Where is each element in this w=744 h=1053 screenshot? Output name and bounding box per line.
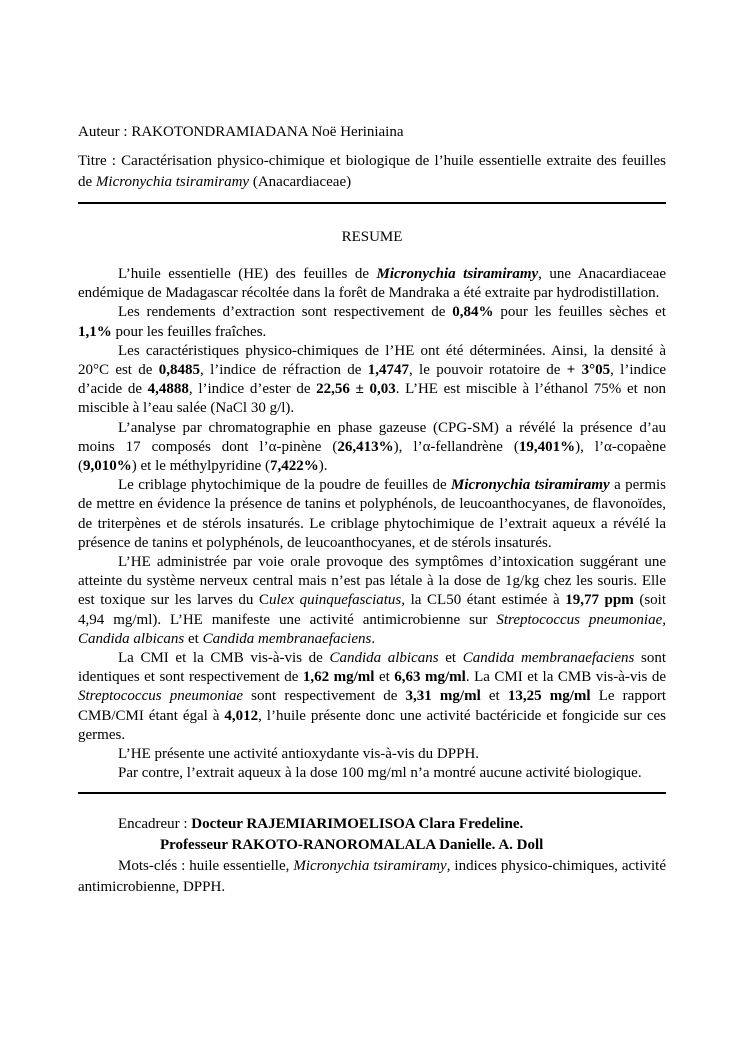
text-run: (soit 4,94 mg/ml). L’HE manifeste une activité antimicrobienne sur xyxy=(78,592,666,628)
top-divider xyxy=(78,202,666,204)
text-run: 7,422% xyxy=(270,458,319,475)
text-run: 6,63 mg/ml xyxy=(394,669,466,686)
text-run: La CMI et la CMB vis-à-vis de xyxy=(118,650,330,667)
text-run: , l’indice d’ester de xyxy=(188,381,317,398)
text-run: 1,1% xyxy=(78,323,112,340)
author-line xyxy=(78,122,666,143)
footer-block xyxy=(78,814,666,898)
text-run: sont identiques et sont respectivement de xyxy=(78,650,666,686)
text-run: et xyxy=(438,650,463,667)
text-run: Docteur RAJEMIARIMOELISOA Clara Fredeline. xyxy=(191,816,524,833)
text-run: (Anacardiaceae) xyxy=(249,174,352,190)
text-run: Encadreur : xyxy=(118,816,192,833)
text-run: . La CMI et la CMB vis-à-vis de xyxy=(465,669,667,686)
bottom-divider xyxy=(78,792,666,794)
text-run: Streptococcus pneumoniae xyxy=(78,688,244,705)
text-run: L’HE présente une activité antioxydante vis-à-vis du DPPH. xyxy=(118,746,480,763)
text-run: . L’HE est miscible à l’éthanol 75% et non miscible à l’eau salée (NaCl 30 g/l). xyxy=(78,381,666,417)
text-run: pour les feuilles fraîches. xyxy=(111,323,267,340)
text-run: Micronychia tsiramiramy xyxy=(293,858,447,875)
text-run: Candida albicans xyxy=(329,650,439,667)
text-run: L’analyse par chromatographie en phase gazeuse (CPG-SM) a révélé la présence d’au moins 17 composés dont l’α-pinène ( xyxy=(78,419,666,455)
text-run: ulex quinquefasciatus, xyxy=(269,592,406,609)
resume-paragraph-6 xyxy=(78,553,666,649)
text-run: ), l’α-fellandrène ( xyxy=(393,438,519,455)
text-run: 22,56 ± 0,03 xyxy=(316,381,396,398)
resume-body xyxy=(78,265,666,783)
text-run: Candida membranaefaciens xyxy=(202,630,372,647)
text-run: L’huile essentielle (HE) des feuilles de xyxy=(118,266,377,282)
text-run: et xyxy=(184,630,203,647)
text-run: Le rapport CMB/CMI étant égal à xyxy=(78,688,667,724)
text-run: 26,413% xyxy=(337,438,394,455)
text-run: , indices physico-chimiques, activité antimicrobienne, DPPH. xyxy=(78,858,667,896)
resume-paragraph-7 xyxy=(78,649,666,745)
resume-paragraph-1 xyxy=(78,265,666,303)
title-line xyxy=(78,151,666,193)
text-run: et xyxy=(374,669,395,686)
encadreur-line-2 xyxy=(160,835,666,856)
text-run: + 3°05 xyxy=(566,362,611,379)
text-run: Micronychia tsiramiramy xyxy=(451,477,610,494)
text-run: Le criblage phytochimique de la poudre de feuilles de xyxy=(118,477,452,494)
text-run: 1,4747 xyxy=(367,362,409,379)
text-run: Candida membranaefaciens xyxy=(462,650,635,667)
text-run: 1,62 mg/ml xyxy=(302,669,375,686)
text-run: Les rendements d’extraction sont respectivement de xyxy=(118,304,453,321)
text-run: la CL50 étant estimée à xyxy=(405,592,566,609)
resume-paragraph-4 xyxy=(78,419,666,477)
text-run: a permis de mettre en évidence la présence de tanins et polyphénols, de leucoanthocyanes, de flavonoïdes, de triterpènes et de stérols insaturés. Le criblage phytochimique de l’extrait aqueux a révélé la présence de tanins et polyphénols, de leucoanthocyanes, et de stérols insaturés. xyxy=(78,477,666,551)
text-run: sont respectivement de xyxy=(243,688,406,705)
resume-paragraph-2 xyxy=(78,303,666,341)
text-run: Micronychia tsiramiramy xyxy=(95,174,250,190)
encadreur-line xyxy=(78,814,666,835)
resume-paragraph-9 xyxy=(78,764,666,783)
text-run: ) et le méthylpyridine ( xyxy=(131,458,271,475)
resume-paragraph-5 xyxy=(78,476,666,553)
text-run: , l’huile présente donc une activité bactéricide et fongicide sur ces germes. xyxy=(78,707,666,743)
text-run: Streptococcus pneumoniae, Candida albicans xyxy=(78,611,666,647)
text-run: pour les feuilles sèches et xyxy=(493,304,667,321)
text-run: , l’indice de réfraction de xyxy=(200,362,368,379)
text-run: 9,010% xyxy=(83,458,132,475)
resume-heading: RESUME xyxy=(341,229,403,245)
resume-paragraph-8 xyxy=(78,745,666,764)
text-run: Mots-clés : huile essentielle, xyxy=(118,858,294,875)
text-run: Par contre, l’extrait aqueux à la dose 100 mg/ml n’a montré aucune activité biologique. xyxy=(118,765,642,782)
text-run: . xyxy=(371,630,376,647)
text-run: Les caractéristiques physico-chimiques de l’HE ont été déterminées. Ainsi, la densité à 20°C est de xyxy=(78,342,666,379)
text-run: ), l’α-copaène ( xyxy=(78,438,666,475)
text-run: Professeur RAKOTO-RANOROMALALA Danielle. A. Doll xyxy=(160,837,544,854)
text-run: 19,401% xyxy=(518,438,576,455)
text-run: 4,4888 xyxy=(147,381,189,398)
text-run: , l’indice d’acide de xyxy=(78,362,666,398)
text-run: 0,8485 xyxy=(158,362,201,379)
text-run: 3,31 mg/ml xyxy=(405,688,481,705)
text-run: 0,84% xyxy=(452,304,494,321)
text-run: 19,77 ppm xyxy=(565,592,634,609)
text-run: 13,25 mg/ml xyxy=(507,688,591,705)
text-run: Auteur : RAKOTONDRAMIADANA Noë Heriniaina xyxy=(78,124,404,140)
text-run: , le pouvoir rotatoire de xyxy=(409,362,567,379)
text-run: et xyxy=(480,688,508,705)
text-run: Micronychia tsiramiramy xyxy=(376,266,539,282)
keywords-line xyxy=(78,856,666,898)
text-run: 4,012 xyxy=(224,707,259,724)
resume-paragraph-3 xyxy=(78,342,666,419)
text-run: Titre : Caractérisation physico-chimique et biologique de l’huile essentielle extraite des feuilles de xyxy=(78,153,666,190)
text-run: , une Anacardiaceae endémique de Madagascar récoltée dans la forêt de Mandraka a été extraite par hydrodistillation. xyxy=(78,266,666,302)
text-run: ). xyxy=(318,458,328,475)
text-run: L’HE administrée par voie orale provoque des symptômes d’intoxication suggérant une atteinte du système nerveux central mais n’est pas létale à la dose de 1g/kg chez les souris. Elle est toxique sur les larves du C xyxy=(78,554,666,609)
